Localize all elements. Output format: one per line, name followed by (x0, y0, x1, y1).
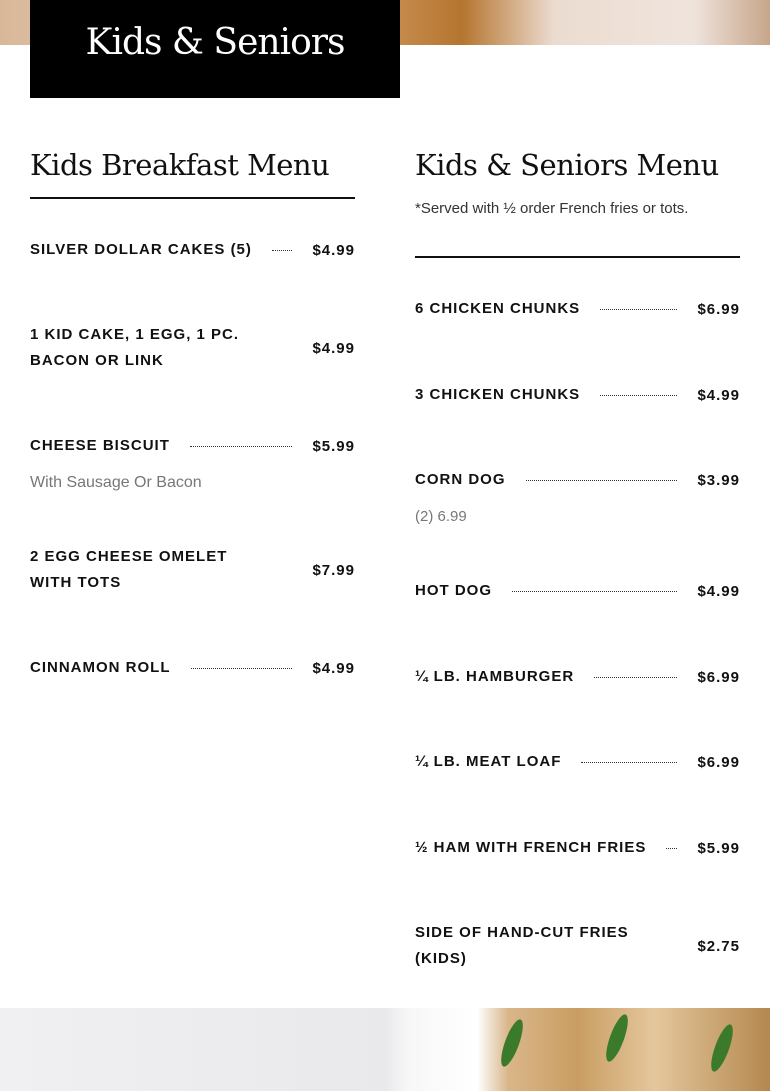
item-name: ¼ LB. HAMBURGER (415, 668, 575, 685)
item-price: $7.99 (312, 561, 355, 579)
item-name: CINNAMON ROLL (30, 659, 171, 676)
item-price: $4.99 (312, 339, 355, 357)
menu-item (415, 296, 740, 322)
menu-item (415, 749, 740, 775)
item-name: 6 CHICKEN CHUNKS (415, 300, 581, 317)
decorative-leaf (707, 1022, 737, 1074)
dot-leader (600, 395, 677, 396)
menu-item (415, 920, 740, 972)
menu-item (415, 578, 740, 604)
item-name: CHEESE BISCUIT (30, 437, 170, 454)
item-price: $5.99 (697, 839, 740, 857)
page-title: Kids & Seniors (85, 21, 345, 63)
dot-leader (190, 446, 293, 447)
dot-leader (581, 762, 677, 763)
item-name: HOT DOG (415, 582, 492, 599)
kids-breakfast-heading: Kids Breakfast Menu (30, 148, 330, 182)
menu-item (415, 467, 740, 493)
menu-item (30, 544, 355, 596)
decorative-leaf (497, 1017, 527, 1069)
item-price: $4.99 (312, 241, 355, 259)
item-name: CORN DOG (415, 471, 506, 488)
kids-seniors-heading: Kids & Seniors Menu (415, 148, 719, 182)
item-name: ¼ LB. MEAT LOAF (415, 753, 562, 770)
item-name: ½ HAM WITH FRENCH FRIES (415, 839, 647, 856)
item-price: $2.75 (697, 937, 740, 955)
item-name: SIDE OF HAND-CUT FRIES (KIDS) (415, 924, 629, 967)
item-description: (2) 6.99 (415, 508, 467, 525)
menu-item (30, 237, 355, 263)
item-price: $6.99 (697, 668, 740, 686)
dot-leader (272, 250, 293, 251)
item-price: $4.99 (697, 386, 740, 404)
dot-leader (666, 848, 677, 849)
title-banner (30, 0, 400, 98)
item-name: 3 CHICKEN CHUNKS (415, 386, 581, 403)
divider (415, 256, 740, 258)
item-price: $4.99 (697, 582, 740, 600)
dot-leader (600, 309, 677, 310)
menu-item (415, 835, 740, 861)
item-price: $6.99 (697, 300, 740, 318)
dot-leader (594, 677, 677, 678)
item-price: $5.99 (312, 437, 355, 455)
item-price: $6.99 (697, 753, 740, 771)
menu-item (415, 382, 740, 408)
decorative-leaf (602, 1012, 632, 1064)
menu-item (415, 664, 740, 690)
served-with-note: *Served with ½ order French fries or tots. (415, 200, 689, 217)
dot-leader (526, 480, 678, 481)
item-name: 2 EGG CHEESE OMELET WITH TOTS (30, 548, 228, 591)
dot-leader (191, 668, 293, 669)
item-name: SILVER DOLLAR CAKES (5) (30, 241, 252, 258)
footer-pasta-image (0, 1008, 770, 1091)
item-name: 1 KID CAKE, 1 EGG, 1 PC. BACON OR LINK (30, 326, 240, 369)
divider (30, 197, 355, 199)
menu-item (30, 433, 355, 459)
item-price: $4.99 (312, 659, 355, 677)
item-price: $3.99 (697, 471, 740, 489)
menu-item (30, 322, 355, 374)
menu-item (30, 655, 355, 681)
dot-leader (512, 591, 677, 592)
item-description: With Sausage Or Bacon (30, 474, 202, 491)
